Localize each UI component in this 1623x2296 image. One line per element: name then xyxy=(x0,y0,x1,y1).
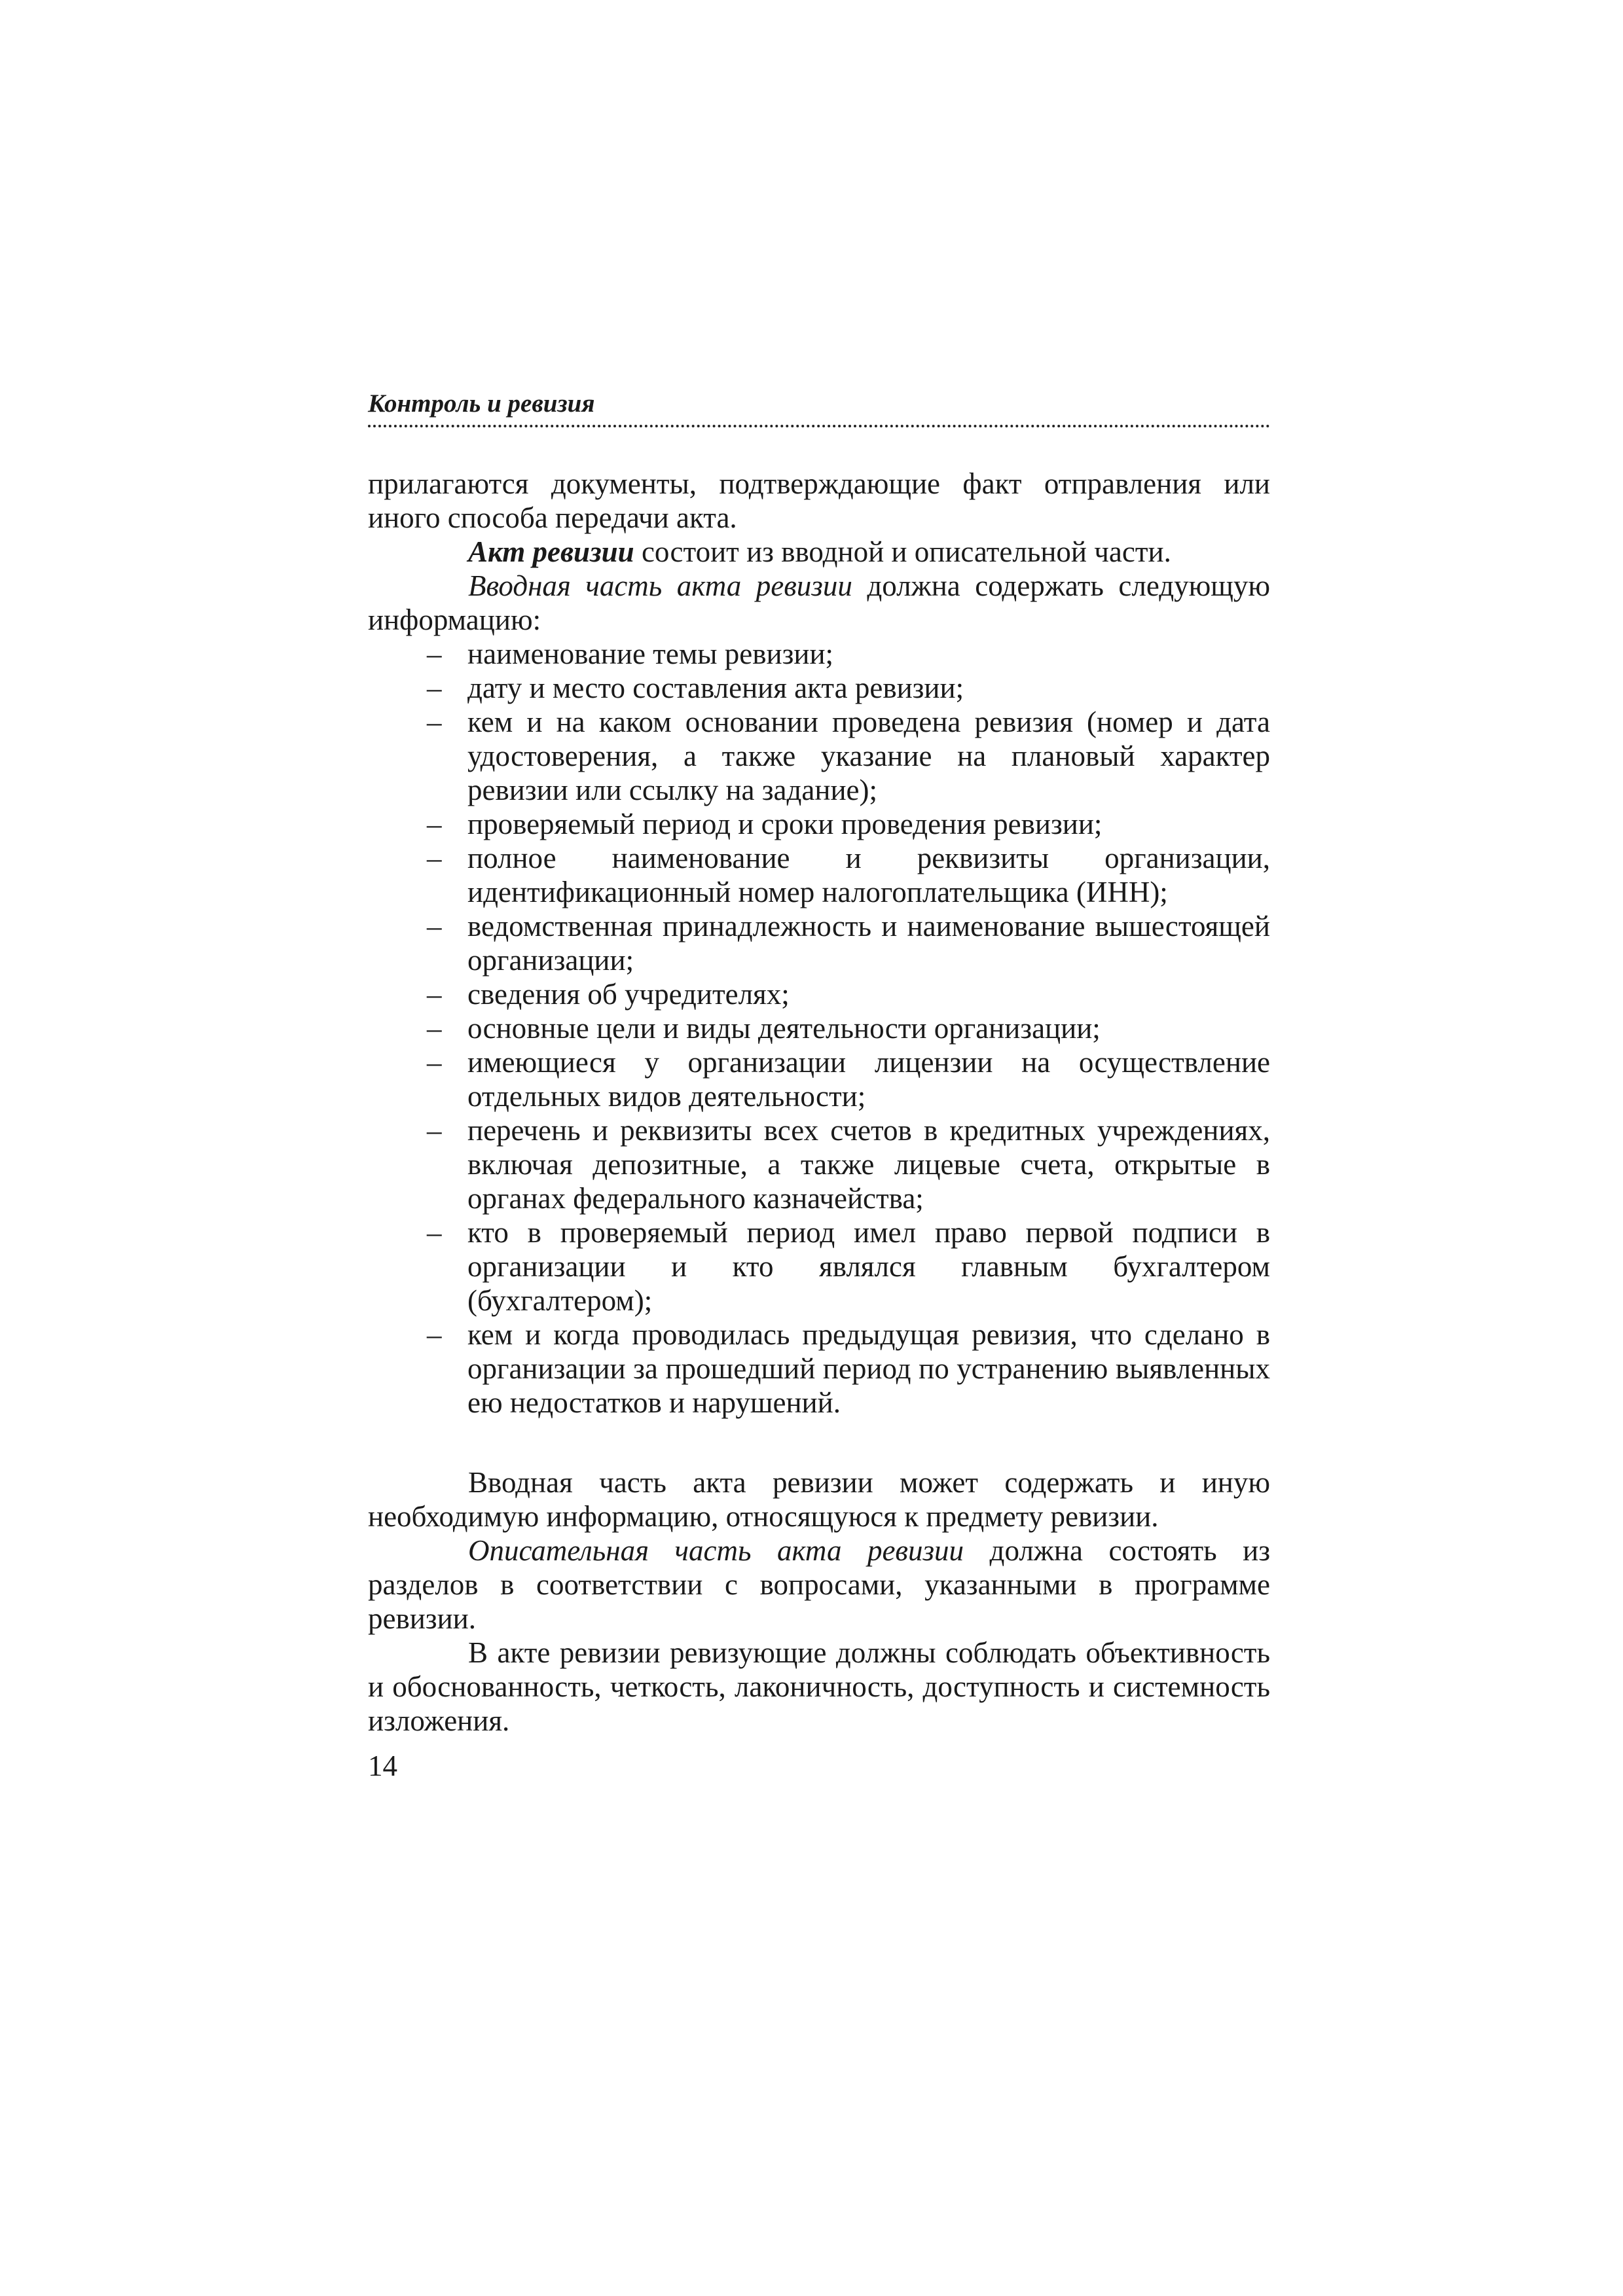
page-number: 14 xyxy=(368,1749,397,1782)
list-item-text: имеющиеся у организации лицензии на осуществление отдельных видов деятельности; xyxy=(467,1046,1270,1113)
term-intro-part: Вводная часть акта ревизии xyxy=(468,569,852,602)
list-item xyxy=(368,637,1270,671)
list-item-text: кем и когда проводилась предыдущая ревизия, что сделано в организации за прошедший период по устранению выявленных ею недостатков и нарушений. xyxy=(467,1318,1270,1419)
paragraph-text: должна состоять из разделов в соответствии с вопросами, указанными в программе ревизии. xyxy=(368,1534,1271,1635)
paragraph-intro-part xyxy=(368,569,1270,637)
section-spacer xyxy=(368,1420,1270,1465)
list-item-text: кто в проверяемый период имел право первой подписи в организации и кто являлся главным бухгалтером (бухгалтером); xyxy=(467,1216,1270,1317)
dash-marker: – xyxy=(427,978,442,1011)
main-text xyxy=(368,467,1270,1738)
list-item xyxy=(368,1045,1270,1113)
paragraph-continuation: прилагаются документы, подтверждающие факт отправления или иного способа передачи акта. xyxy=(368,467,1270,534)
list-item-text: полное наименование и реквизиты организации, идентификационный номер налогоплательщика (ИНН); xyxy=(467,842,1270,908)
list-item-text: проверяемый период и сроки проведения ревизии; xyxy=(467,808,1103,840)
list-item xyxy=(368,1113,1270,1215)
list-item xyxy=(368,977,1270,1011)
list-item-text: наименование темы ревизии; xyxy=(467,637,834,670)
list-item xyxy=(368,909,1270,977)
list-item-text: ведомственная принадлежность и наименование вышестоящей организации; xyxy=(467,910,1270,977)
list-item xyxy=(368,1011,1270,1045)
dash-marker: – xyxy=(427,1318,442,1351)
list-item-text: перечень и реквизиты всех счетов в кредитных учреждениях, включая депозитные, а также лицевые счета, открытые в органах федерального казначейства; xyxy=(467,1114,1270,1215)
list-item-text: основные цели и виды деятельности организации; xyxy=(467,1012,1101,1045)
dash-marker: – xyxy=(427,808,442,840)
dash-marker: – xyxy=(427,910,442,942)
dash-marker: – xyxy=(427,1114,442,1147)
dash-marker: – xyxy=(427,1046,442,1079)
paragraph-intro-extra: Вводная часть акта ревизии может содержать и иную необходимую информацию, относящуюся к предмету ревизии. xyxy=(368,1466,1270,1533)
dash-marker: – xyxy=(427,1216,442,1249)
intro-requirements-list xyxy=(368,637,1270,1420)
paragraph-act-structure xyxy=(368,535,1270,569)
list-item-text: дату и место составления акта ревизии; xyxy=(467,672,964,704)
list-item-text: сведения об учредителях; xyxy=(467,978,790,1011)
paragraph-principles: В акте ревизии ревизующие должны соблюдать объективность и обоснованность, четкость, лаконичность, доступность и системность изложения. xyxy=(368,1636,1270,1737)
dash-marker: – xyxy=(427,637,442,670)
dash-marker: – xyxy=(427,672,442,704)
list-item xyxy=(368,1215,1270,1318)
paragraph-text: состоит из вводной и описательной части. xyxy=(634,535,1171,568)
list-item xyxy=(368,671,1270,705)
term-act-revision: Акт ревизии xyxy=(468,535,634,568)
paragraph-text: должна содержать следующую информацию: xyxy=(368,569,1270,636)
list-item xyxy=(368,1318,1270,1420)
dash-marker: – xyxy=(427,1012,442,1045)
list-item xyxy=(368,841,1270,909)
running-head-title: Контроль и ревизия xyxy=(368,389,595,418)
dash-marker: – xyxy=(427,842,442,874)
list-item-text: кем и на каком основании проведена ревизия (номер и дата удостоверения, а также указание на плановый характер ревизии или ссылку на задание); xyxy=(467,706,1270,806)
term-descriptive-part: Описательная часть акта ревизии xyxy=(468,1534,964,1567)
dash-marker: – xyxy=(427,706,442,738)
paragraph-descriptive-part xyxy=(368,1534,1270,1636)
list-item xyxy=(368,705,1270,807)
list-item xyxy=(368,807,1270,841)
header-divider xyxy=(368,425,1270,427)
